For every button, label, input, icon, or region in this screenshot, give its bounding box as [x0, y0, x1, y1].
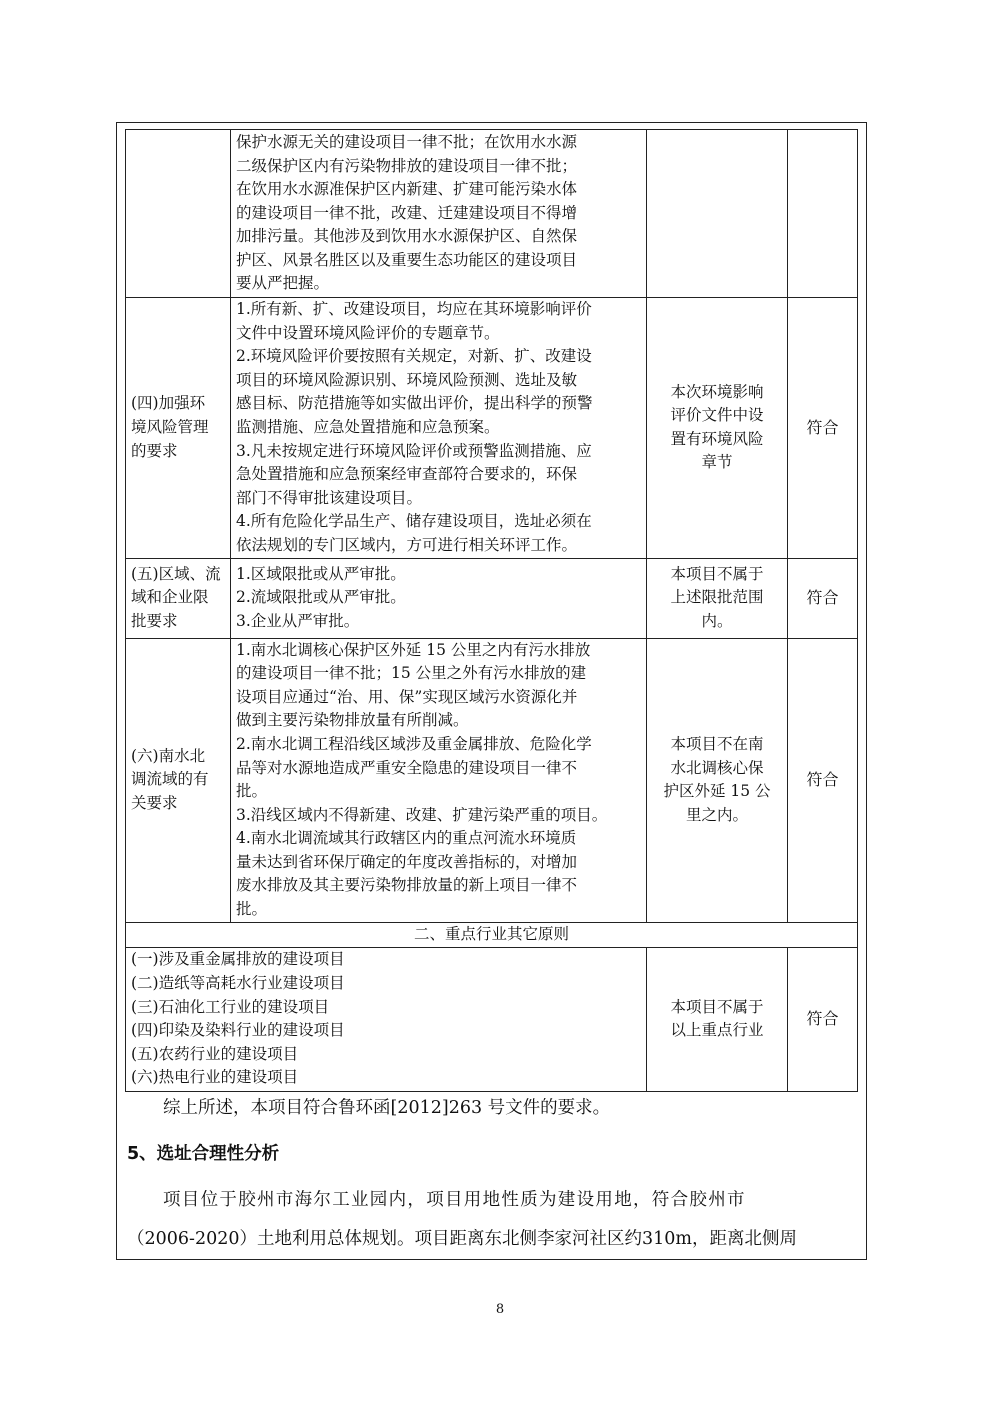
text-line: 二级保护区内有污染物排放的建设项目一律不批；: [236, 156, 578, 175]
text-line: 护区、风景名胜区以及重要生态功能区的建设项目: [236, 250, 578, 269]
text-line: 1.所有新、扩、改建设项目，均应在其环境影响评价: [236, 300, 592, 318]
text-line: 设项目应通过“治、用、保”实现区域污水资源化并: [236, 687, 578, 706]
section-heading: 5、选址合理性分析: [127, 1144, 280, 1164]
text-line: 2.流域限批或从严审批。: [236, 588, 406, 607]
text-line: 4.南水北调流域其行政辖区内的重点河流水环境质: [236, 829, 577, 848]
category-cell: [126, 638, 231, 922]
text-line: 内。: [701, 611, 733, 630]
requirement-content-cell: [231, 558, 647, 638]
category-cell: [126, 558, 231, 638]
text-line: 2.南水北调工程沿线区域涉及重金属排放、危险化学: [236, 734, 592, 753]
summary-text: 综上所述，本项目符合鲁环函[2012]263 号文件的要求。: [163, 1098, 611, 1118]
text-line: 做到主要污染物排放量有所削减。: [236, 711, 469, 730]
text-line: (六)南水北: [131, 746, 206, 765]
text-line: 废水排放及其主要污染物排放量的新上项目一律不: [236, 876, 578, 895]
category-cell: [126, 298, 231, 559]
text-line: 上述限批范围: [670, 588, 764, 607]
paragraph-line: （2006-2020）土地利用总体规划。项目距离东北侧李家河社区约310m，距离北侧周: [127, 1229, 797, 1249]
assessment-cell: [647, 638, 788, 922]
text-line: 以上重点行业: [670, 1021, 764, 1040]
text-line: 加排污量。其他涉及到饮用水水源保护区、自然保: [236, 227, 578, 246]
table-row-continuation: [126, 130, 858, 298]
text-line: 本项目不属于: [670, 997, 764, 1016]
result-cell: 符合: [788, 947, 858, 1091]
text-line: 里之内。: [685, 805, 748, 824]
text-line: (四)印染及染料行业的建设项目: [131, 1021, 345, 1040]
industry-list-cell: [126, 947, 647, 1091]
text-line: 1.区域限批或从严审批。: [236, 564, 406, 583]
requirement-content-cell: [231, 638, 647, 922]
text-line: 急处置措施和应急预案经审查部符合要求的，环保: [236, 465, 578, 484]
requirements-table: [125, 129, 858, 1092]
text-line: 要从严把握。: [236, 274, 330, 293]
text-line: 保护水源无关的建设项目一律不批；在饮用水水源: [236, 132, 578, 151]
text-line: (一)涉及重金属排放的建设项目: [131, 950, 345, 969]
table-row-restricted-approval: [126, 558, 858, 638]
section-title: 二、重点行业其它原则: [126, 922, 858, 947]
text-line: 水北调核心保: [670, 758, 764, 777]
text-line: 监测措施、应急处置措施和应急预案。: [236, 417, 500, 436]
text-line: 的建设项目一律不批；15 公里之外有污水排放的建: [236, 664, 587, 683]
text-line: 1.南水北调核心保护区外延 15 公里之内有污水排放: [236, 640, 591, 659]
text-line: 4.所有危险化学品生产、储存建设项目，选址必须在: [236, 512, 592, 531]
result-cell: 符合: [788, 638, 858, 922]
text-line: 调流域的有: [131, 770, 209, 789]
text-line: 批。: [236, 900, 268, 919]
text-line: 的建设项目一律不批，改建、迁建建设项目不得增: [236, 203, 578, 222]
text-line: 境风险管理: [131, 417, 209, 436]
text-line: 依法规划的专门区域内，方可进行相关环评工作。: [236, 535, 578, 554]
text-line: 3.企业从严审批。: [236, 611, 360, 630]
table-row-south-north-water: [126, 638, 858, 922]
assessment-cell: [647, 947, 788, 1091]
text-line: 评价文件中设: [670, 406, 764, 425]
text-line: 批要求: [131, 611, 178, 630]
result-cell: 符合: [788, 558, 858, 638]
paragraph-line: 项目位于胶州市海尔工业园内，项目用地性质为建设用地，符合胶州市: [163, 1190, 746, 1210]
requirement-content-cell: [231, 298, 647, 559]
text-line: 的要求: [131, 441, 178, 460]
text-line: 3.凡未按规定进行环境风险评价或预警监测措施、应: [236, 441, 592, 460]
table-row-risk-management: [126, 298, 858, 559]
text-line: (五)农药行业的建设项目: [131, 1044, 299, 1063]
text-line: 量未达到省环保厅确定的年度改善指标的，对增加: [236, 852, 578, 871]
result-cell-empty: [788, 130, 858, 298]
text-line: 部门不得审批该建设项目。: [236, 488, 423, 507]
text-line: 项目的环境风险源识别、环境风险预测、选址及敏: [236, 370, 578, 389]
text-line: 文件中设置环境风险评价的专题章节。: [236, 323, 500, 342]
category-cell-empty: [126, 130, 231, 298]
text-line: 本次环境影响: [670, 382, 764, 401]
text-line: 批。: [236, 782, 268, 801]
table-row-section-title: [126, 922, 858, 947]
result-cell: 符合: [788, 298, 858, 559]
text-line: 护区外延 15 公: [663, 782, 771, 801]
text-line: 在饮用水水源准保护区内新建、扩建可能污染水体: [236, 180, 578, 199]
text-line: (四)加强环: [131, 394, 206, 413]
text-line: 2.环境风险评价要按照有关规定，对新、扩、改建设: [236, 347, 592, 366]
assessment-cell-empty: [647, 130, 788, 298]
text-line: 感目标、防范措施等如实做出评价，提出科学的预警: [236, 394, 593, 413]
text-line: 置有环境风险: [670, 429, 764, 448]
page-number: 8: [495, 1302, 505, 1317]
requirement-content-cell: [231, 130, 647, 298]
assessment-cell: [647, 298, 788, 559]
text-line: 品等对水源地造成严重安全隐患的建设项目一律不: [236, 758, 578, 777]
text-line: 3.沿线区域内不得新建、改建、扩建污染严重的项目。: [236, 805, 608, 824]
text-line: 本项目不属于: [670, 564, 764, 583]
text-line: (五)区域、流: [131, 564, 221, 583]
text-line: 章节: [701, 453, 733, 472]
text-line: (二)造纸等高耗水行业建设项目: [131, 973, 345, 992]
text-line: (三)石油化工行业的建设项目: [131, 997, 330, 1016]
text-line: (六)热电行业的建设项目: [131, 1068, 299, 1087]
text-line: 域和企业限: [131, 588, 209, 607]
table-row-key-industries: [126, 947, 858, 1091]
text-line: 本项目不在南: [670, 734, 764, 753]
text-line: 关要求: [131, 793, 178, 812]
assessment-cell: [647, 558, 788, 638]
